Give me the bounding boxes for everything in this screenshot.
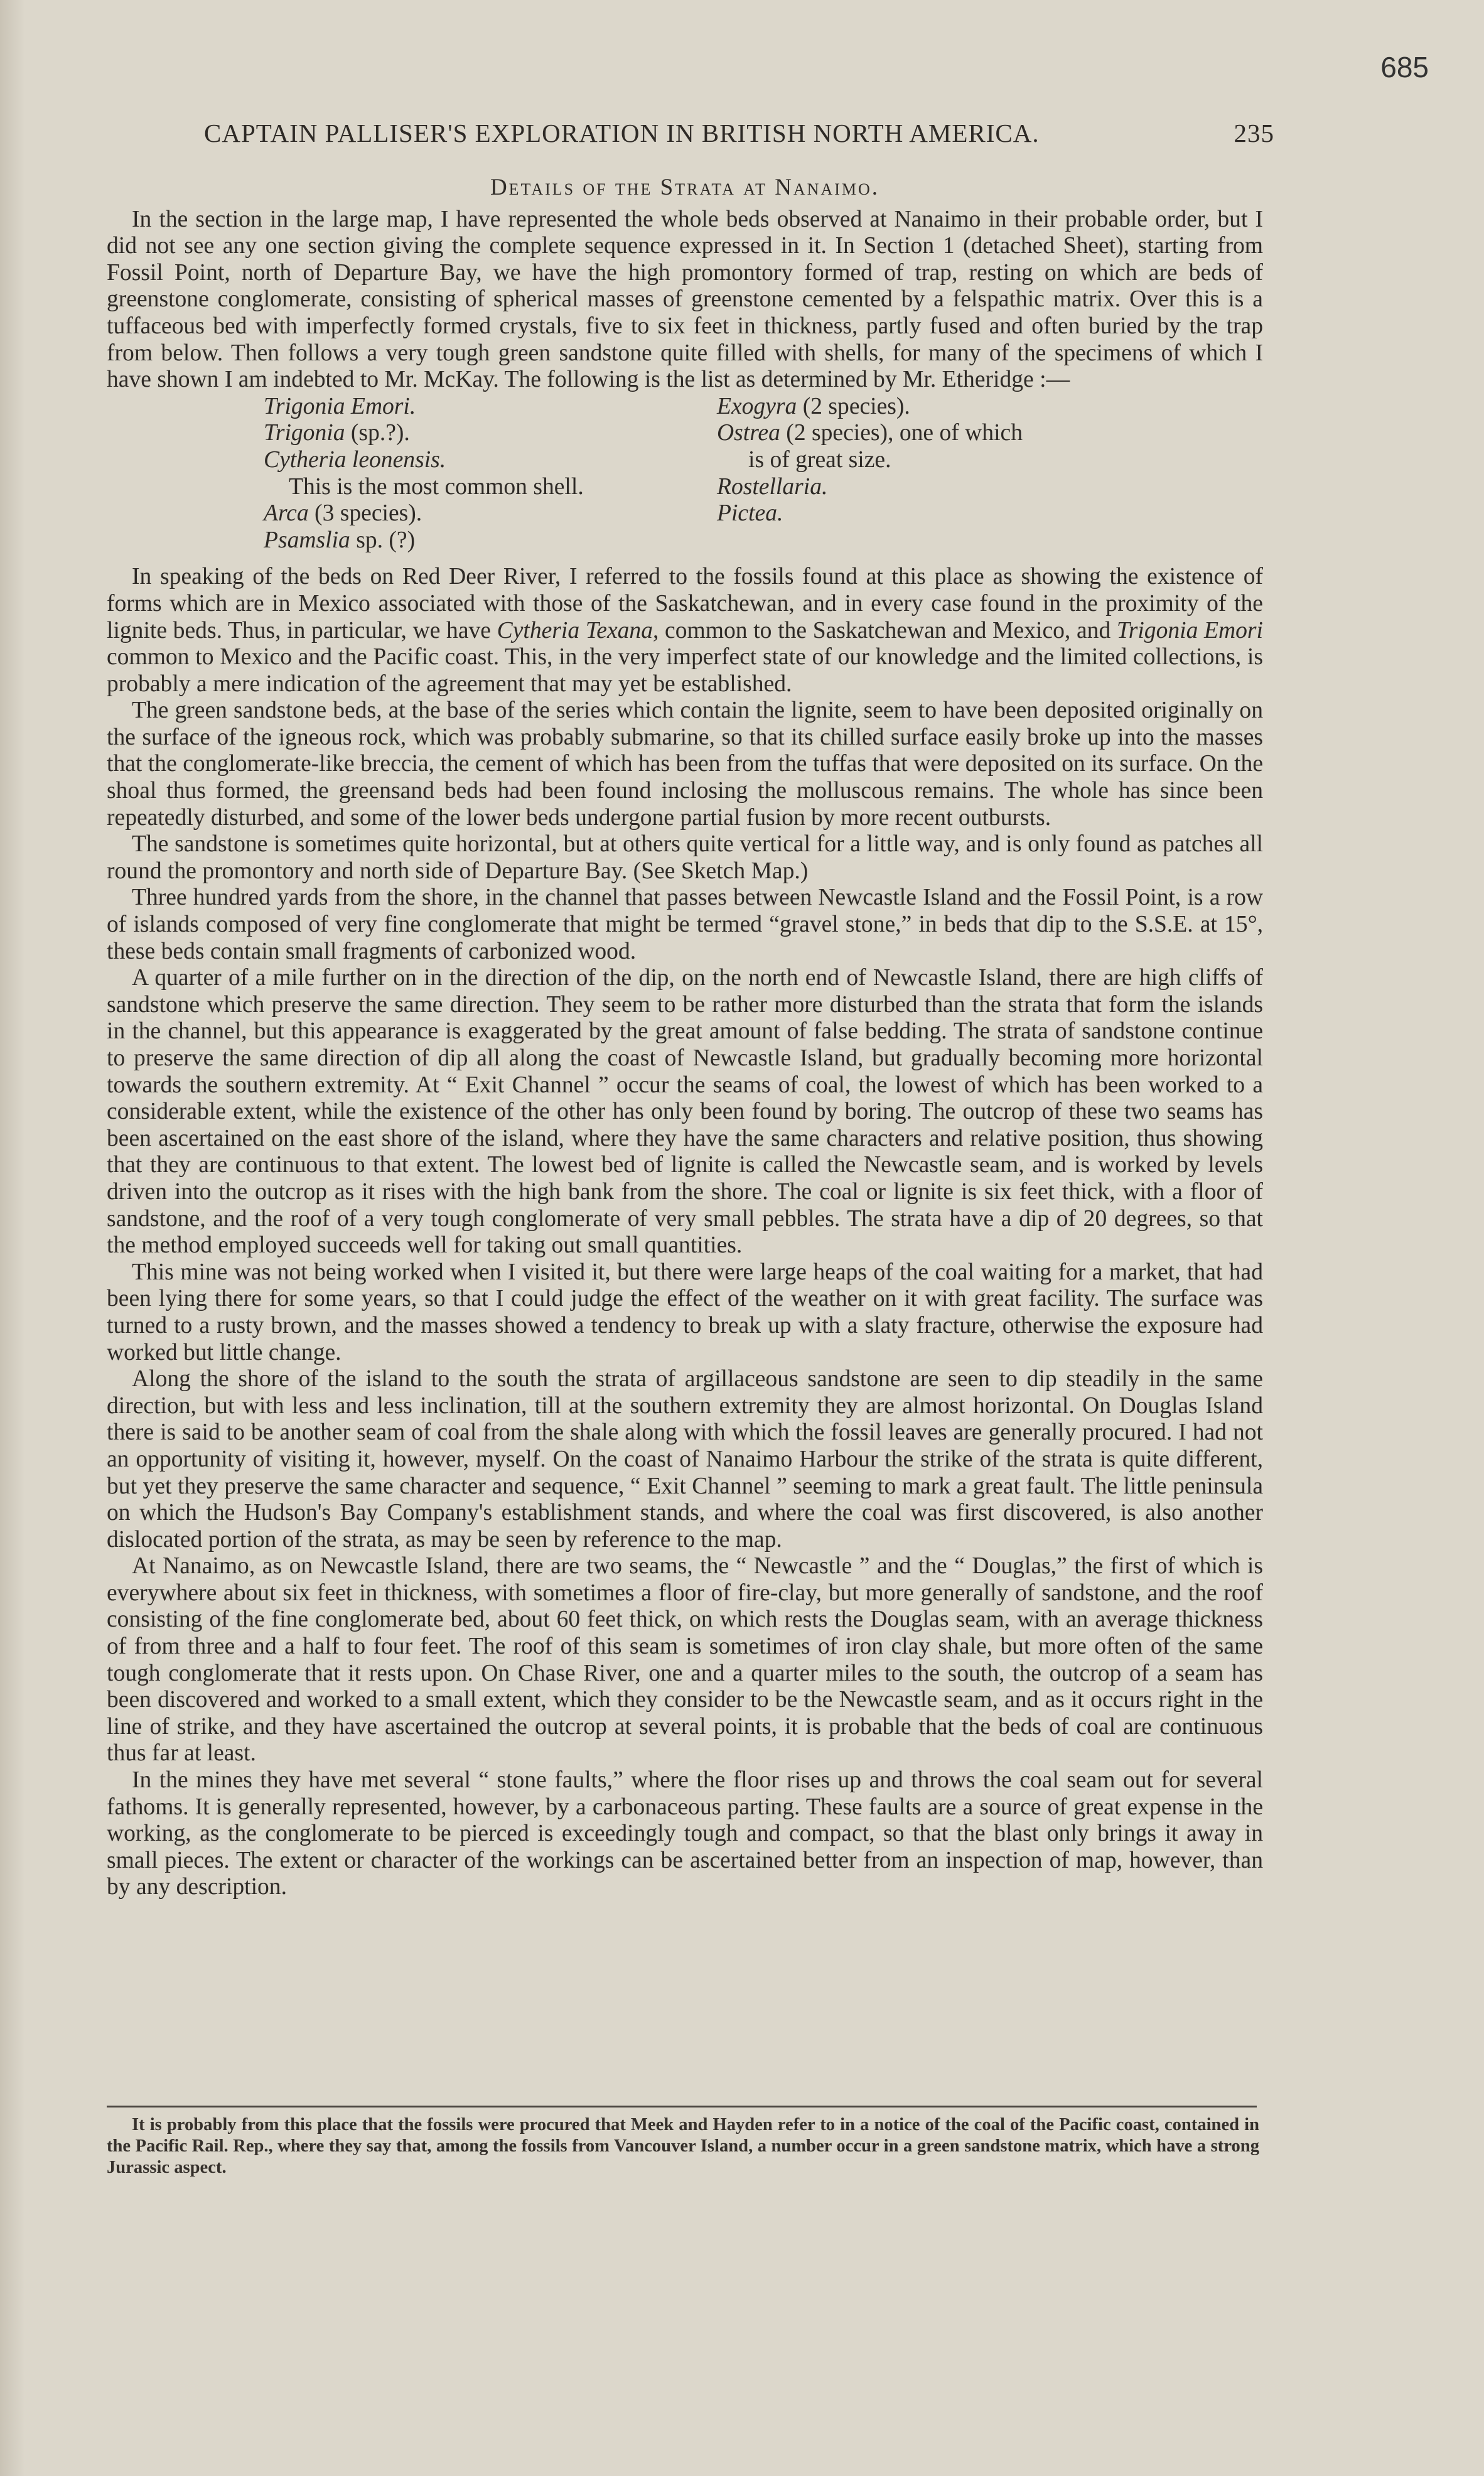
paragraph: The sandstone is sometimes quite horizontal, but at others quite vertical for a little way, and is only found as patches all round the promontory and north side of Departure Bay. (See Sketch Map.) [107,831,1263,884]
running-head-title: CAPTAIN PALLISER'S EXPLORATION IN BRITISH NORTH AMERICA. [204,119,1040,148]
paragraph: The green sandstone beds, at the base of the series which contain the lignite, seem to have been deposited originally on the surface of the igneous rock, which was probably submarine, so that its chilled surface easily broke up into the masses that the conglomerate-like breccia, the cement of which has been from the tuffas that were deposited on its surface. On the shoal thus formed, the greensand beds had been found inclosing the molluscous remains. The whole has since been repeatedly disturbed, and some of the lower beds undergone partial fusion by more recent outbursts. [107,697,1263,831]
running-head-page-number: 235 [1234,119,1274,148]
paragraph: In the section in the large map, I have represented the whole beds observed at Nanaimo in their probable order, but I did not see any one section giving the complete sequence expressed in it. In Section 1 (detached Sheet), starting from Fossil Point, north of Departure Bay, we have the high promontory formed of trap, resting on which are beds of greenstone conglomerate, consisting of spherical masses of greenstone cemented by a felspathic matrix. Over this is a tuffaceous bed with imperfectly formed crystals, five to six feet in thickness, partly fused and often buried by the trap from below. Then follows a very tough green sandstone quite filled with shells, for many of the specimens of which I have shown I am indebted to Mr. McKay. The following is the list as determined by Mr. Etheridge :— [107,206,1263,393]
running-head [107,118,1274,148]
section-heading [107,175,1263,202]
fossil-item: Trigonia Emori. [264,393,416,419]
paragraph: A quarter of a mile further on in the direction of the dip, on the north end of Newcastle Island, there are high cliffs of sandstone which preserve the same direction. They seem to be rather more disturbed than the strata that form the islands in the channel, but this appearance is exaggerated by the great amount of false bedding. The strata of sandstone continue to preserve the same direction of dip all along the coast of Newcastle Island, but gradually becoming more horizontal towards the southern extremity. At “ Exit Channel ” occur the seams of coal, the lowest of which has been worked to a considerable extent, while the existence of the other has only been found by boring. The outcrop of these two seams has been ascertained on the east shore of the island, where they have the same characters and relative position, thus showing that they are continuous to that extent. The lowest bed of lignite is called the Newcastle seam, and is worked by levels driven into the outcrop as it rises with the high bank from the shore. The coal or lignite is six feet thick, with a floor of sandstone, and the roof of a very tough conglomerate of very small pebbles. The strata have a dip of 20 degrees, so that the method employed succeeds well for taking out small quantities. [107,965,1263,1259]
paragraph: At Nanaimo, as on Newcastle Island, there are two seams, the “ Newcastle ” and the “ Douglas,” the first of which is everywhere about six feet in thickness, with sometimes a floor of fire-clay, but more generally of sandstone, and the roof consisting of the fine conglomerate bed, about 60 feet thick, on which rests the Douglas seam, with an average thickness of from three and a half to four feet. The roof of this seam is sometimes of iron clay shale, but more often of the same tough conglomerate that it rests upon. On Chase River, one and a quarter miles to the south, the outcrop of a seam has been discovered and worked to a small extent, which they consider to be the Newcastle seam, and as it occurs right in the line of strike, and they have ascertained the outcrop at several points, it is probable that the beds of coal are continuous thus far at least. [107,1553,1263,1767]
page-binding-edge [0,0,25,2476]
page-body [107,175,1263,1901]
fossil-item: Psamslia sp. (?) [264,527,416,553]
paragraph: Three hundred yards from the shore, in the channel that passes between Newcastle Island and the Fossil Point, is a row of islands composed of very fine conglomerate that might be termed “gravel stone,” in beds that dip to the S.S.E. at 15°, these beds contain small fragments of carbonized wood. [107,885,1263,964]
section-heading-text: Details of the Strata at Nanaimo. [490,175,880,200]
fossil-item: Pictea. [717,500,783,527]
fossil-item: Cytheria leonensis. [264,446,446,473]
fossil-item: Ostrea (2 species), one of which [717,420,1023,446]
archive-page-number: 685 [1380,51,1429,83]
fossil-list-left-column [264,394,717,554]
paragraph: This mine was not being worked when I visited it, but there were large heaps of the coal waiting for a market, that had been lying there for some years, so that I could judge the effect of the weather on it with great facility. The surface was turned to a rusty brown, and the masses showed a tendency to break up with a slaty fracture, otherwise the exposure had worked but little change. [107,1259,1263,1365]
fossil-item: Exogyra (2 species). [717,393,910,419]
paragraph: Along the shore of the island to the south the strata of argillaceous sandstone are seen to dip steadily in the same direction, but with less and less inclination, till at the southern extremity they are almost horizontal. On Douglas Island there is said to be another seam of coal from the shale along with which the fossil leaves are generally procured. I had not an opportunity of visiting it, however, myself. On the coast of Nanaimo Harbour the strike of the strata is quite different, but yet they preserve the same character and sequence, “ Exit Channel ” seeming to mark a great fault. The little peninsula on which the Hudson's Bay Company's establishment stands, and where the coal was first discovered, is also another dislocated portion of the strata, as may be seen by reference to the map. [107,1366,1263,1553]
fossil-list [107,394,1263,554]
paragraph: In speaking of the beds on Red Deer River, I referred to the fossils found at this place as showing the existence of forms which are in Mexico associated with those of the Saskatchewan, and in every case found in the proximity of the lignite beds. Thus, in particular, we have Cytheria Texana, common to the Saskatchewan and Mexico, and Trigonia Emori common to Mexico and the Pacific coast. This, in the very imperfect state of our knowledge and the limited collections, is probably a mere indication of the agreement that may yet be established. [107,564,1264,697]
fossil-list-right-column [717,394,1023,554]
fossil-item-note: This is the most common shell. [289,473,584,500]
footnote [107,2114,1259,2178]
fossil-item: Trigonia (sp.?). [264,420,410,446]
footnote-text: It is probably from this place that the fossils were procured that Meek and Hayden refer to in a notice of the coal of the Pacific coast, contained in the Pacific Rail. Rep., where they say that, among the fossils from Vancouver Island, a number occur in a green sandstone matrix, which have a strong Jurassic aspect. [107,2115,1259,2177]
paragraph: In the mines they have met several “ stone faults,” where the floor rises up and throws the coal seam out for several fathoms. It is generally represented, however, by a carbonaceous parting. These faults are a source of great expense in the working, as the conglomerate to be pierced is exceedingly tough and compact, so that the blast only brings it away in small pieces. The extent or character of the workings can be ascertained better from an inspection of map, however, than by any description. [107,1767,1263,1900]
footnote-divider [107,2106,1257,2107]
fossil-item: Arca (3 species). [264,500,422,527]
fossil-item-note: is of great size. [748,446,891,473]
fossil-item: Rostellaria. [717,473,828,500]
